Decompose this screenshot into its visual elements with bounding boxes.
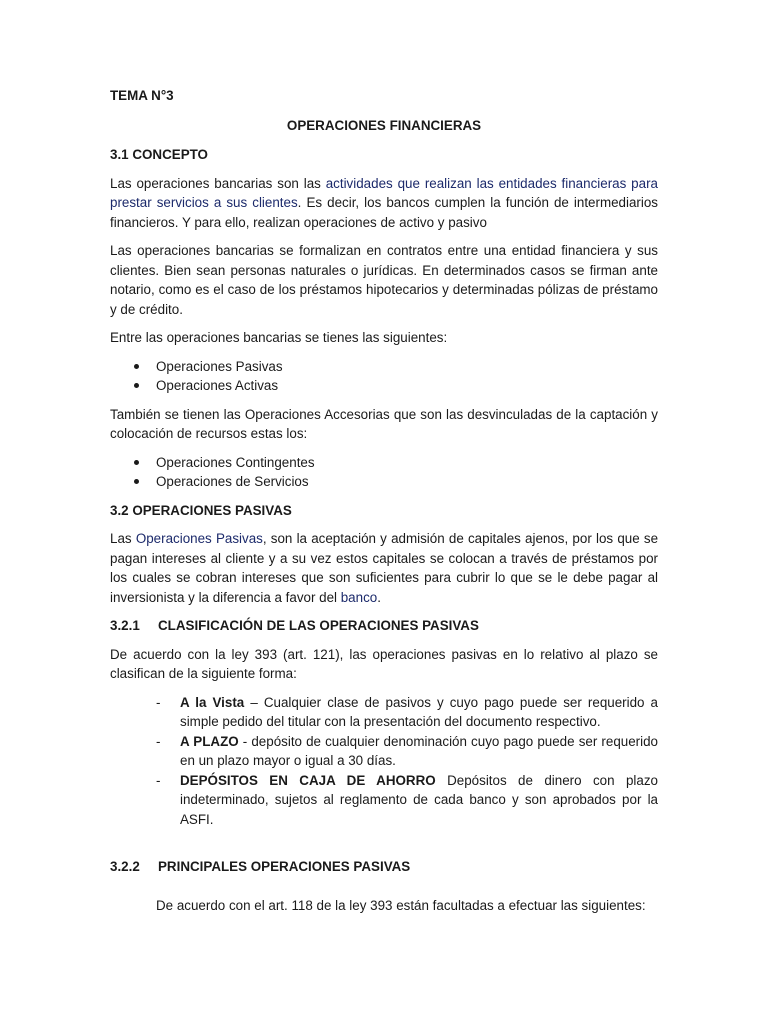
dash-marker: - <box>156 733 161 749</box>
text-run: Las <box>110 531 136 546</box>
list-item <box>110 693 658 732</box>
term-description: Depósitos de dinero con plazo indeterminado, sujetos al reglamento de cada banco y son aprobados por la ASFI. <box>180 772 658 827</box>
term-description: – Cualquier clase de pasivos y cuyo pago puede ser requerido a simple pedido del titular con la presentación del documento respectivo. <box>180 694 658 729</box>
list-item: Operaciones Activas <box>110 376 658 396</box>
term: A la Vista <box>180 694 245 710</box>
list-item: Operaciones Contingentes <box>110 453 658 473</box>
bullet-list-accesorias <box>110 453 658 492</box>
term-description: - depósito de cualquier denominación cuyo pago puede ser requerido en un plazo mayor o igual a 30 días. <box>180 733 658 768</box>
term: DEPÓSITOS EN CAJA DE AHORRO <box>180 772 436 788</box>
link-actividades[interactable]: actividades que realizan las entidades financieras para prestar servicios a sus clientes <box>110 175 658 210</box>
list-item <box>110 771 658 830</box>
section-title: PRINCIPALES OPERACIONES PASIVAS <box>158 859 411 874</box>
section-heading-3-2-2 <box>110 857 658 877</box>
document-title: OPERACIONES FINANCIERAS <box>286 117 482 133</box>
list-item <box>110 732 658 771</box>
section-title: CLASIFICACIÓN DE LAS OPERACIONES PASIVAS <box>158 618 479 633</box>
section-number: 3.2.2 <box>110 859 140 874</box>
dash-list-clasificacion <box>110 693 658 830</box>
list-item: Operaciones Pasivas <box>110 357 658 377</box>
term: A PLAZO <box>180 733 239 749</box>
paragraph-entre: Entre las operaciones bancarias se tienes las siguientes: <box>110 330 448 345</box>
text-run: , son la aceptación y admisión de capitales ajenos, por los que se pagan intereses al cliente y a su vez estos capitales se colocan a través de préstamos por los cuales se cobran intereses que son suficientes para cubrir lo que se le debe pagar al inversionista y la diferencia a favor del <box>110 531 659 605</box>
link-banco[interactable]: banco <box>340 589 378 605</box>
paragraph-accesorias: También se tienen las Operaciones Accesorias que son las desvinculadas de la captación y colocación de recursos estas los: <box>110 406 658 441</box>
paragraph-clasificacion: De acuerdo con la ley 393 (art. 121), las operaciones pasivas en lo relativo al plazo se clasifican de la siguiente forma: <box>110 646 658 681</box>
text-run: . Es decir, los bancos cumplen la función de intermediarios financieros. Y para ello, realizan operaciones de activo y pasivo <box>110 195 658 230</box>
section-number: 3.2.1 <box>110 618 140 633</box>
dash-marker: - <box>156 772 161 788</box>
section-heading-3-2-1 <box>110 616 658 636</box>
paragraph-principales: De acuerdo con el art. 118 de la ley 393 están facultadas a efectuar las siguientes: <box>156 897 646 913</box>
section-heading-3-1: 3.1 CONCEPTO <box>110 147 208 162</box>
section-heading-3-2: 3.2 OPERACIONES PASIVAS <box>110 502 292 518</box>
paragraph-contratos: Las operaciones bancarias se formalizan en contratos entre una entidad financiera y sus clientes. Bien sean personas naturales o jurídicas. En determinados casos se firman ante notario, como es el caso de los préstamos hipotecarios y determinadas pólizas de préstamo y de crédito. <box>110 243 658 317</box>
document-body <box>110 86 658 915</box>
topic-number: TEMA N°3 <box>110 88 174 103</box>
dash-marker: - <box>156 694 161 710</box>
paragraph-concepto <box>110 174 658 233</box>
text-run: . <box>377 589 381 605</box>
bullet-list-operaciones <box>110 357 658 396</box>
paragraph-pasivas <box>110 529 658 607</box>
list-item: Operaciones de Servicios <box>110 472 658 492</box>
text-run: Las operaciones bancarias son las <box>110 175 326 191</box>
link-operaciones-pasivas[interactable]: Operaciones Pasivas <box>135 531 263 546</box>
